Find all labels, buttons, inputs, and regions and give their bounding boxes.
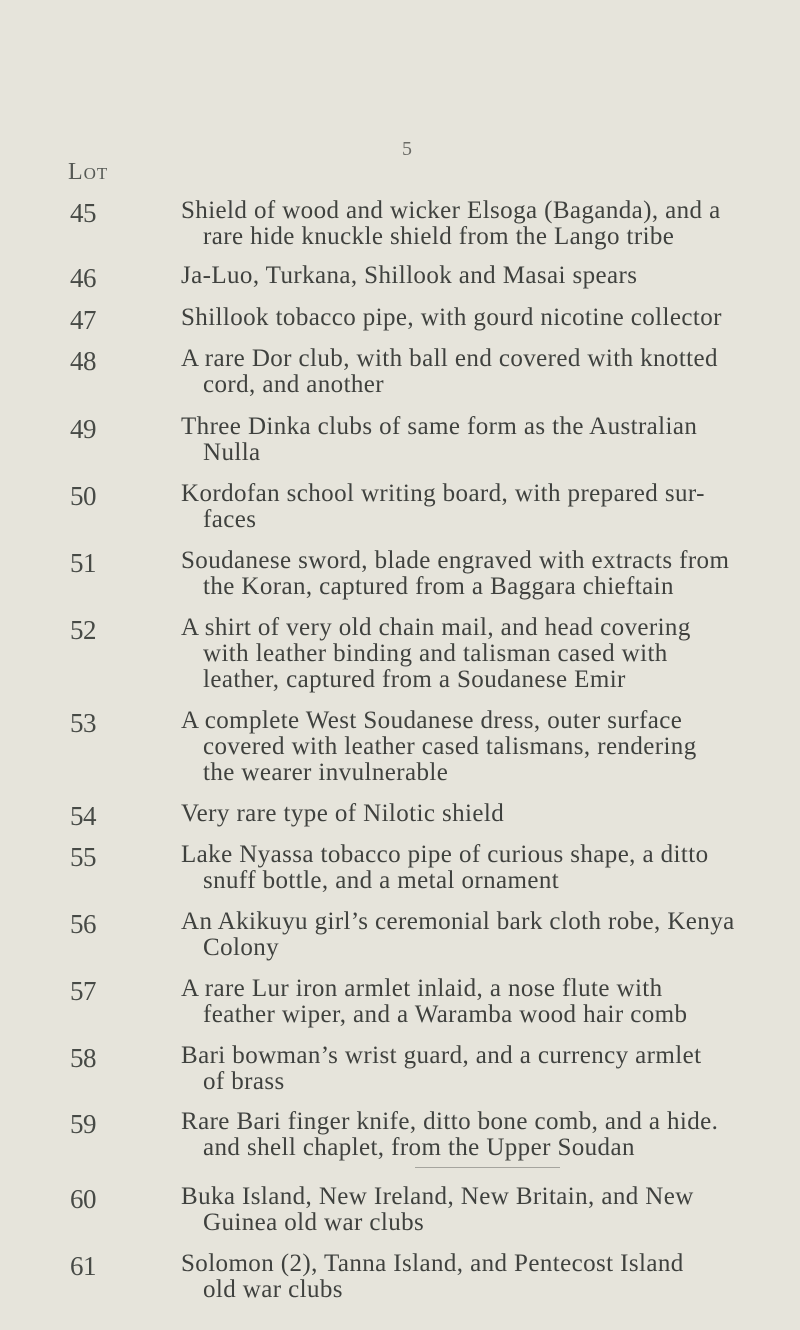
lot-description — [181, 615, 761, 693]
lot-description — [181, 1043, 761, 1095]
description-line: Shillook tobacco pipe, with gourd nicotine collector — [181, 304, 722, 331]
lot-description — [181, 1251, 761, 1303]
lot-number: 59 — [70, 1109, 96, 1139]
description-line: A shirt of very old chain mail, and head covering — [181, 614, 691, 641]
lot-description — [181, 481, 761, 533]
lot-number: 52 — [70, 615, 96, 645]
description-line: A rare Dor club, with ball end covered with knotted — [181, 345, 718, 372]
lot-description — [181, 1109, 761, 1161]
description-line: Nulla — [203, 439, 261, 466]
description-line: Three Dinka clubs of same form as the Australian — [181, 413, 698, 440]
description-line: Guinea old war clubs — [203, 1209, 425, 1236]
lot-number: 61 — [70, 1251, 96, 1281]
description-line: the wearer invulnerable — [203, 759, 449, 786]
lot-number: 60 — [70, 1184, 96, 1214]
lot-description — [181, 1184, 761, 1236]
lot-description — [181, 801, 761, 827]
lot-number: 54 — [70, 801, 96, 831]
description-line: and shell chaplet, from the Upper Soudan — [203, 1134, 635, 1161]
lot-number: 55 — [70, 842, 96, 872]
lot-description — [181, 976, 761, 1028]
description-line: leather, captured from a Soudanese Emir — [203, 666, 626, 693]
description-line: Colony — [203, 934, 280, 961]
lot-number: 47 — [70, 305, 96, 335]
description-line: Soudanese sword, blade engraved with extracts from — [181, 547, 730, 574]
lot-number: 53 — [70, 708, 96, 738]
lot-description — [181, 263, 761, 289]
description-line: rare hide knuckle shield from the Lango tribe — [203, 223, 675, 250]
description-line: snuff bottle, and a metal ornament — [203, 867, 560, 894]
description-line: of brass — [203, 1068, 285, 1095]
section-divider — [415, 1167, 560, 1168]
lot-number: 49 — [70, 414, 96, 444]
lot-column-header: Lot — [68, 159, 109, 185]
lot-description — [181, 414, 761, 466]
description-line: Ja-Luo, Turkana, Shillook and Masai spears — [181, 262, 638, 289]
lot-number: 56 — [70, 909, 96, 939]
lot-number: 46 — [70, 263, 96, 293]
lot-description — [181, 842, 761, 894]
description-line: Buka Island, New Ireland, New Britain, and New — [181, 1183, 694, 1210]
lot-description — [181, 708, 761, 786]
lot-description — [181, 548, 761, 600]
lot-description — [181, 909, 761, 961]
description-line: Solomon (2), Tanna Island, and Pentecost Island — [181, 1250, 684, 1277]
description-line: faces — [203, 506, 257, 533]
description-line: Shield of wood and wicker Elsoga (Baganda), and a — [181, 197, 721, 224]
lot-number: 58 — [70, 1043, 96, 1073]
description-line: Lake Nyassa tobacco pipe of curious shape, a ditto — [181, 841, 709, 868]
description-line: Very rare type of Nilotic shield — [181, 800, 505, 827]
lot-description — [181, 346, 761, 398]
description-line: cord, and another — [203, 371, 385, 398]
description-line: A rare Lur iron armlet inlaid, a nose flute with — [181, 975, 663, 1002]
lot-number: 50 — [70, 481, 96, 511]
description-line: Rare Bari finger knife, ditto bone comb, and a hide. — [181, 1108, 719, 1135]
description-line: Bari bowman’s wrist guard, and a currency armlet — [181, 1042, 702, 1069]
lot-number: 45 — [70, 198, 96, 228]
lot-number: 51 — [70, 548, 96, 578]
description-line: An Akikuyu girl’s ceremonial bark cloth robe, Kenya — [181, 908, 735, 935]
description-line: old war clubs — [203, 1276, 343, 1303]
page-number: 5 — [402, 138, 412, 160]
description-line: covered with leather cased talismans, rendering — [203, 733, 697, 760]
description-line: with leather binding and talisman cased with — [203, 640, 668, 667]
lot-description — [181, 198, 761, 250]
lot-number: 48 — [70, 346, 96, 376]
description-line: feather wiper, and a Waramba wood hair comb — [203, 1001, 688, 1028]
description-line: Kordofan school writing board, with prepared sur- — [181, 480, 705, 507]
description-line: the Koran, captured from a Baggara chieftain — [203, 573, 674, 600]
lot-number: 57 — [70, 976, 96, 1006]
description-line: A complete West Soudanese dress, outer surface — [181, 707, 683, 734]
lot-description — [181, 305, 761, 331]
